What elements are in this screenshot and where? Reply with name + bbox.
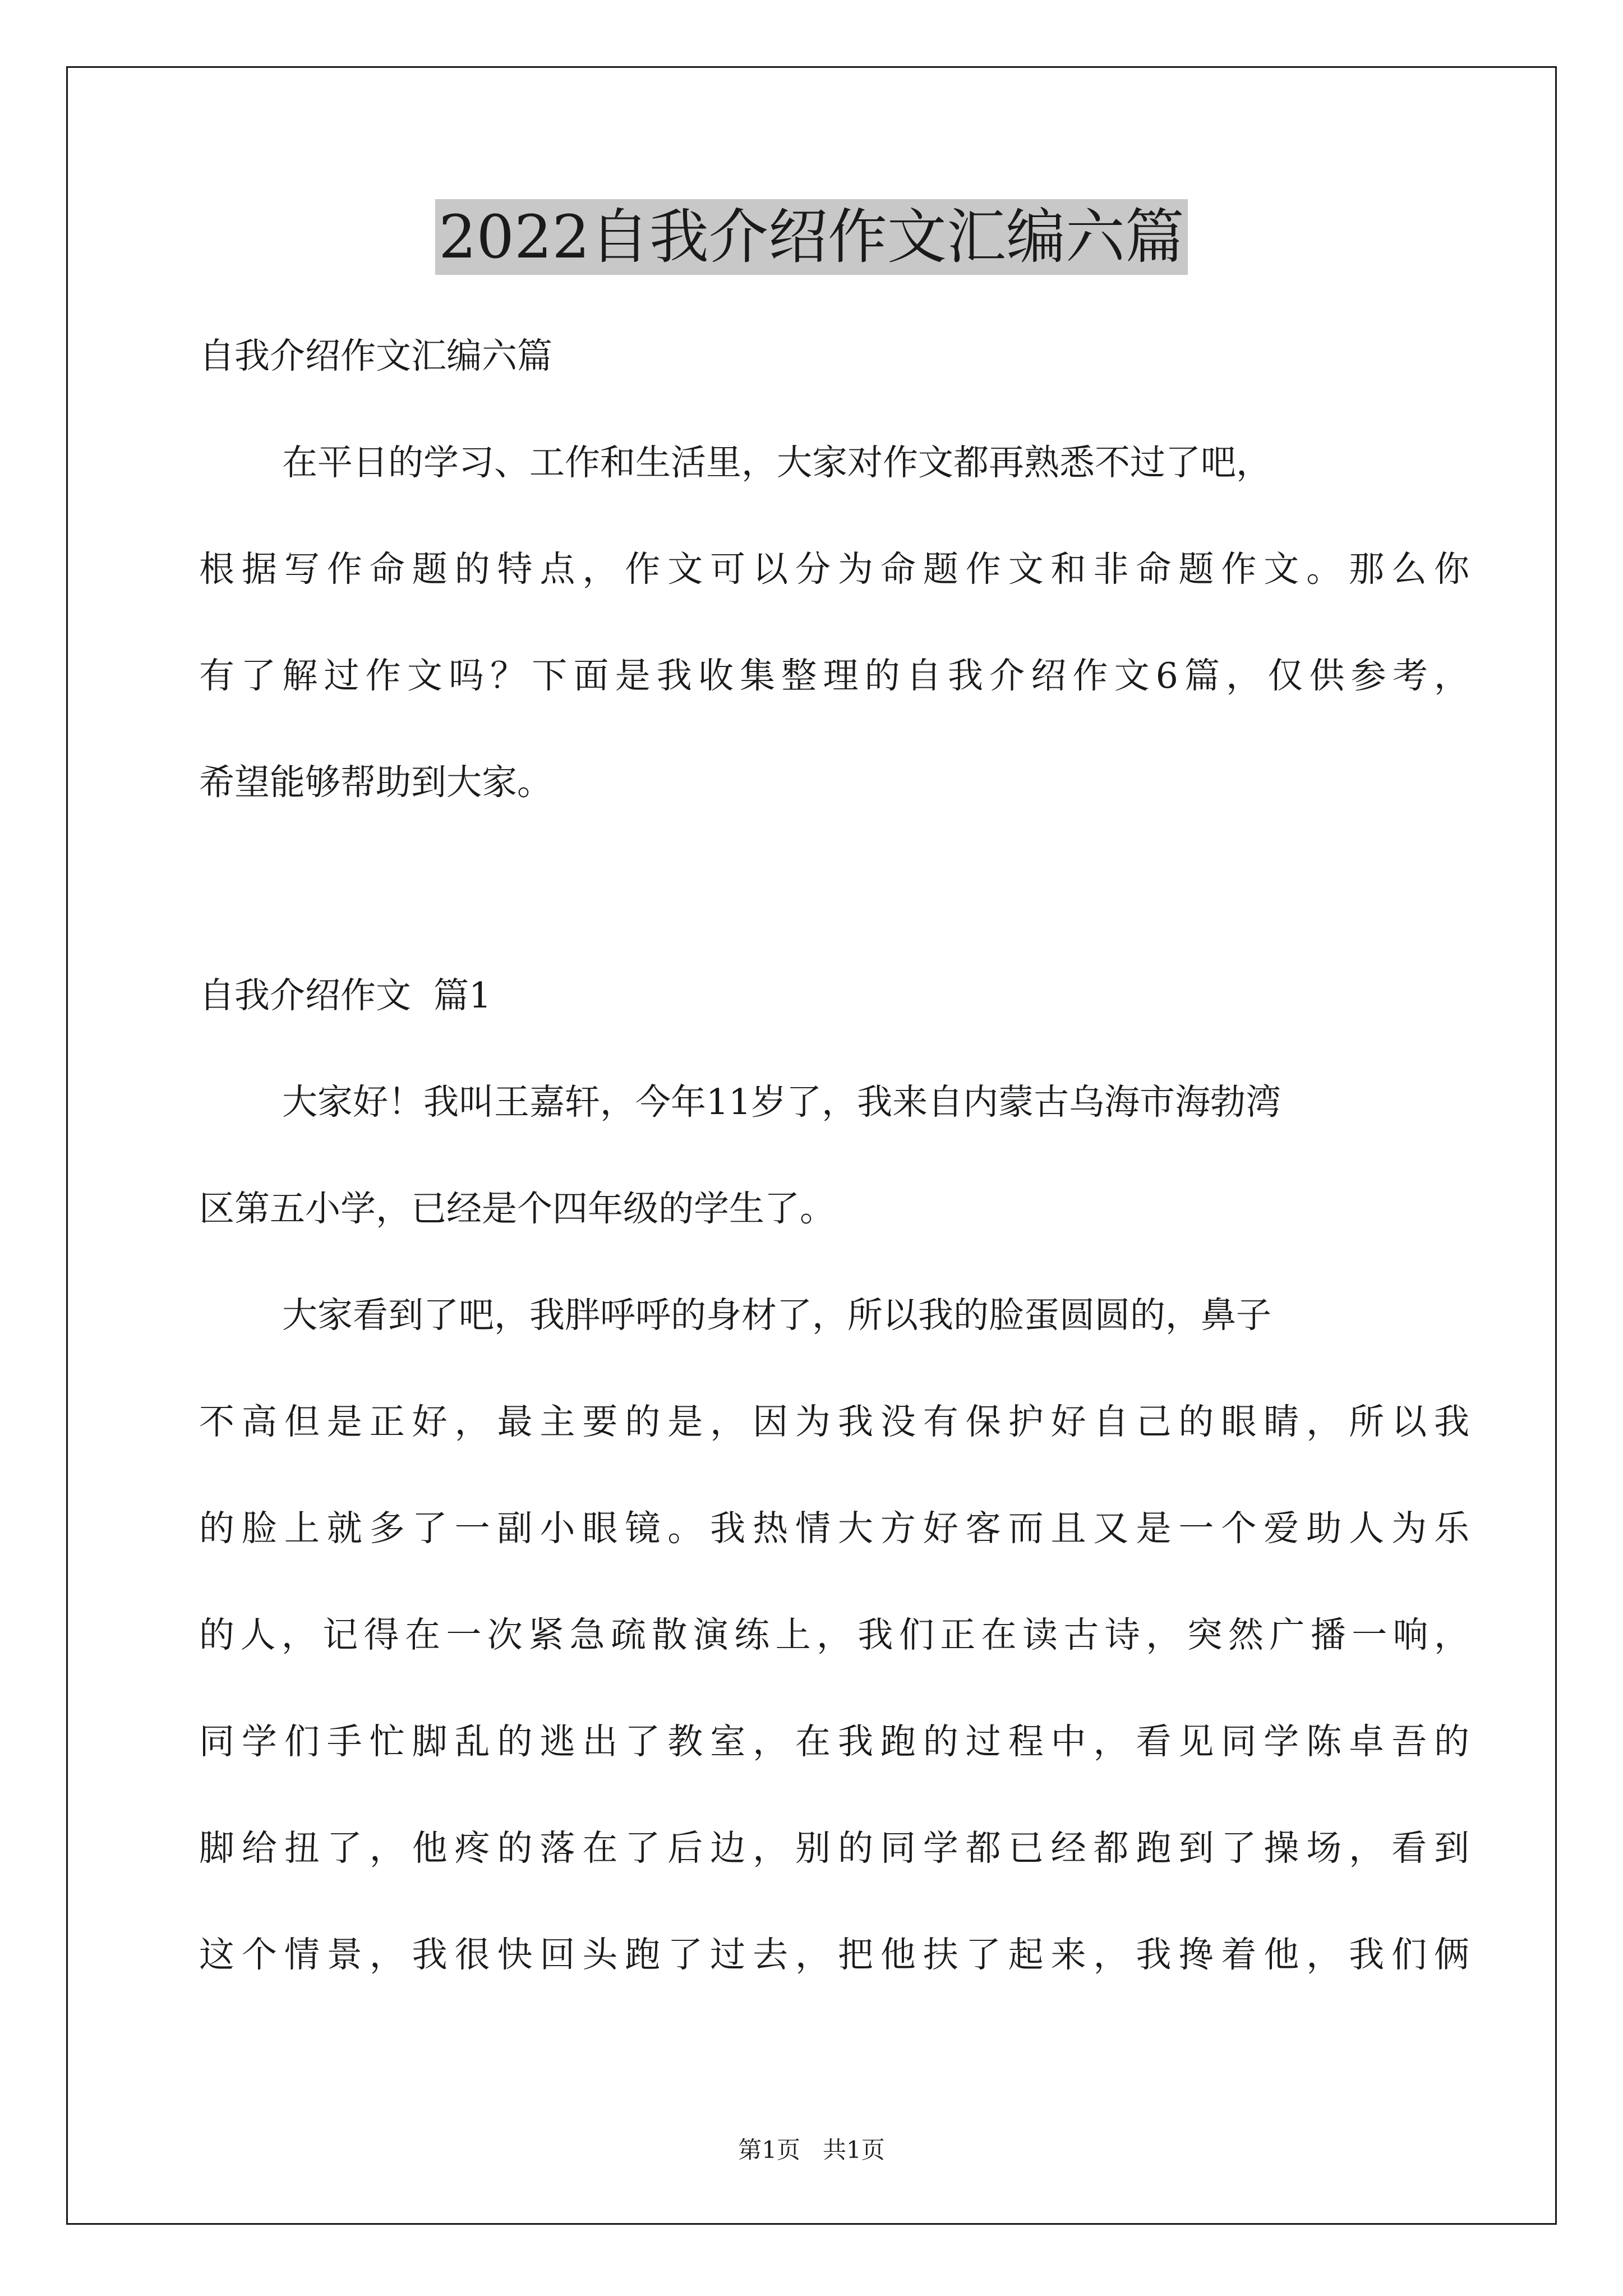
paragraph-gap	[199, 836, 1489, 942]
paragraph-line: 同学们手忙脚乱的逃出了教室，在我跑的过程中，看见同学陈卓吾的	[199, 1721, 1469, 1762]
paragraph-line: 大家看到了吧，我胖呼呼的身材了，所以我的脸蛋圆圆的，鼻子	[282, 1295, 1271, 1336]
intro-line: 在平日的学习、工作和生活里，大家对作文都再熟悉不过了吧，	[282, 442, 1271, 483]
paragraph-line: 区第五小学，已经是个四年级的学生了。	[199, 1188, 835, 1229]
paragraph-line: 大家好！我叫王嘉轩，今年11岁了，我来自内蒙古乌海市海勃湾	[282, 1082, 1281, 1122]
intro-line: 希望能够帮助到大家。	[199, 762, 552, 803]
paragraph-line: 不高但是正好，最主要的是，因为我没有保护好自己的眼睛，所以我	[199, 1401, 1469, 1442]
subtitle: 自我介绍作文汇编六篇	[199, 335, 552, 376]
paragraph-line: 脚给扭了，他疼的落在了后边，别的同学都已经都跑到了操场，看到	[199, 1828, 1469, 1869]
document-title	[0, 195, 1623, 279]
paragraph-line: 的人，记得在一次紧急疏散演练上，我们正在读古诗，突然广播一响，	[199, 1614, 1469, 1655]
paragraph-line: 的脸上就多了一副小眼镜。我热情大方好客而且又是一个爱助人为乐	[199, 1508, 1469, 1549]
intro-line: 有了解过作文吗？下面是我收集整理的自我介绍作文6篇，仅供参考，	[199, 655, 1469, 696]
paragraph-line: 这个情景，我很快回头跑了过去，把他扶了起来，我搀着他，我们俩	[199, 1934, 1469, 1975]
document-body	[199, 303, 1489, 2008]
section-heading: 自我介绍作文 篇1	[199, 975, 492, 1016]
page-footer: 第1页 共1页	[738, 2136, 885, 2164]
document-title-text: 2022自我介绍作文汇编六篇	[435, 199, 1188, 275]
intro-line: 根据写作命题的特点，作文可以分为命题作文和非命题作文。那么你	[199, 549, 1469, 590]
